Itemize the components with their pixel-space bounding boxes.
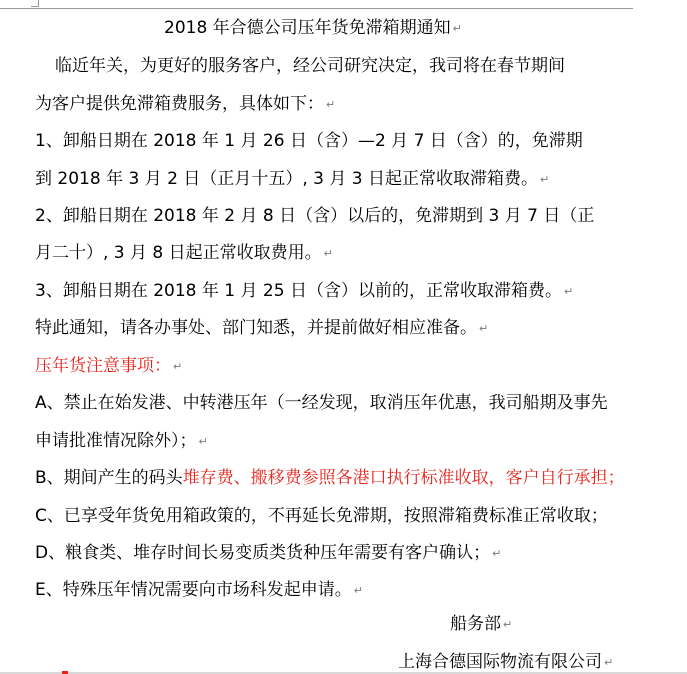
note-d: D、粮食类、堆存时间长易变质类货种压年需要有客户确认； ↵ [35, 543, 502, 563]
paragraph-mark-icon: ↵ [323, 247, 333, 260]
paragraph-mark-icon: ↵ [326, 98, 336, 111]
note-a-line-2: 申请批准情况除外）； ↵ [35, 431, 208, 451]
document-title: 2018 年合德公司压年货免滞箱期通知 ↵ [164, 18, 462, 38]
intro-line-1: 临近年关，为更好的服务客户，经公司研究决定，我司将在春节期间 [55, 56, 565, 76]
paragraph-mark-icon: ↵ [173, 360, 183, 373]
paragraph-mark-icon: ↵ [353, 584, 363, 597]
signature-department: 船务部 ↵ [450, 614, 513, 634]
paragraph-mark-icon: ↵ [492, 547, 502, 560]
page-corner-mark [31, 0, 39, 7]
item-2-line-2: 月二十）, 3 月 8 日起正常收取费用。 ↵ [35, 243, 333, 263]
item-1-line-2: 到 2018 年 3 月 2 日（正月十五）, 3 月 3 日起正常收取滞箱费。 ↵ [35, 169, 550, 189]
paragraph-mark-icon: ↵ [452, 22, 462, 35]
item-3: 3、卸船日期在 2018 年 1 月 25 日（含）以前的，正常收取滞箱费。 ↵ [35, 281, 574, 301]
signature-company: 上海合德国际物流有限公司 ↵ [398, 652, 614, 672]
note-b-highlight: 堆存费、搬移费参照各港口执行标准收取，客户自行承担； [182, 468, 625, 488]
paragraph-mark-icon: ↵ [503, 618, 513, 631]
notice-closing: 特此通知，请各办事处、部门知悉，并提前做好相应准备。 ↵ [35, 318, 489, 338]
paragraph-mark-icon: ↵ [539, 173, 550, 186]
item-2-line-1: 2、卸船日期在 2018 年 2 月 8 日（含）以后的，免滞期到 3 月 7 日（正 [35, 206, 595, 226]
paragraph-mark-icon: ↵ [604, 656, 614, 669]
paragraph-mark-icon: ↵ [563, 285, 574, 298]
page-top-border [0, 8, 633, 9]
note-e: E、特殊压年情况需要向市场科发起申请。 ↵ [35, 580, 363, 600]
paragraph-mark-icon: ↵ [479, 322, 489, 335]
note-b: B、期间产生的码头堆存费、搬移费参照各港口执行标准收取，客户自行承担； [35, 468, 625, 488]
notes-heading: 压年货注意事项： ↵ [35, 356, 183, 376]
intro-line-2: 为客户提供免滞箱费服务，具体如下： ↵ [35, 94, 336, 114]
note-c: C、已享受年货免用箱政策的，不再延长免滞期，按照滞箱费标准正常收取； [35, 506, 608, 526]
paragraph-mark-icon: ↵ [198, 435, 208, 448]
item-1-line-1: 1、卸船日期在 2018 年 1 月 26 日（含）—2 月 7 日（含）的，免滞期 [35, 131, 583, 151]
note-a-line-1: A、禁止在始发港、中转港压年（一经发现，取消压年优惠，我司船期及事先 [35, 393, 608, 413]
